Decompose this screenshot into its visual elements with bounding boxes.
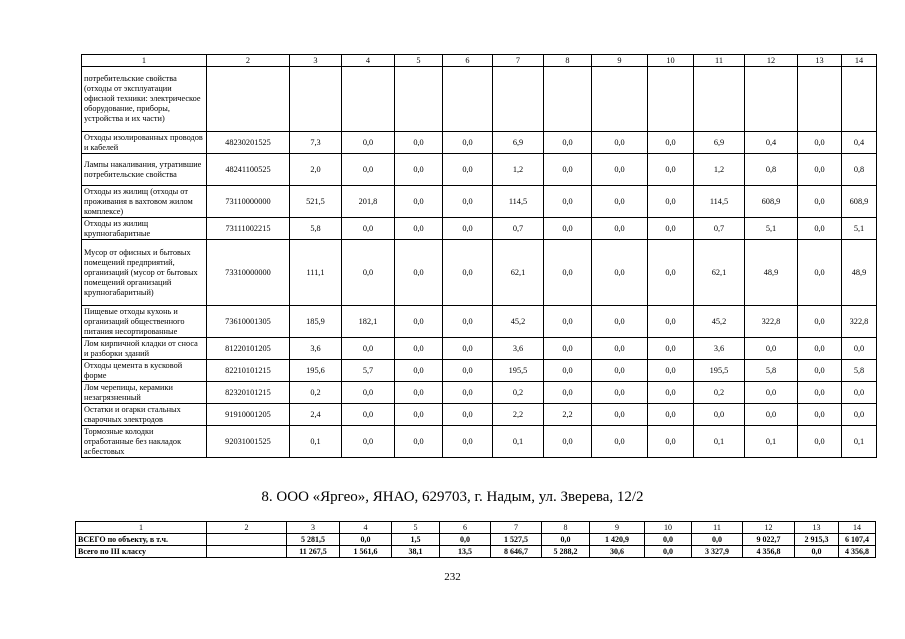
value-cell: 0,0	[544, 382, 592, 404]
value-cell: 0,0	[648, 186, 694, 218]
value-cell: 62,1	[694, 240, 745, 306]
table-row	[82, 218, 877, 240]
value-cell: 62,1	[493, 240, 544, 306]
waste-code-cell: 73110000000	[207, 186, 290, 218]
column-header: 12	[743, 522, 795, 534]
column-header: 13	[798, 55, 842, 67]
value-cell: 5 281,5	[287, 534, 340, 546]
value-cell: 0,0	[342, 404, 395, 426]
column-header: 4	[340, 522, 392, 534]
value-cell: 0,1	[493, 426, 544, 458]
column-header: 10	[648, 55, 694, 67]
waste-code-cell: 73310000000	[207, 240, 290, 306]
value-cell: 0,0	[592, 186, 648, 218]
value-cell: 0,0	[798, 132, 842, 154]
value-cell: 45,2	[493, 306, 544, 338]
table-header-row	[82, 55, 877, 67]
value-cell: 0,0	[798, 426, 842, 458]
value-cell: 0,2	[290, 382, 342, 404]
value-cell	[592, 67, 648, 132]
value-cell: 0,0	[592, 306, 648, 338]
value-cell	[290, 67, 342, 132]
value-cell: 0,0	[395, 132, 443, 154]
value-cell: 0,0	[798, 240, 842, 306]
value-cell: 0,0	[395, 404, 443, 426]
value-cell: 0,0	[592, 382, 648, 404]
value-cell: 0,0	[745, 382, 798, 404]
value-cell: 7,3	[290, 132, 342, 154]
value-cell: 45,2	[694, 306, 745, 338]
value-cell: 30,6	[590, 546, 645, 558]
column-header: 2	[207, 55, 290, 67]
table-row	[82, 67, 877, 132]
waste-name-cell: Отходы из жилищ крупногабаритные	[82, 218, 207, 240]
value-cell: 0,0	[592, 360, 648, 382]
column-header: 4	[342, 55, 395, 67]
value-cell: 0,0	[395, 360, 443, 382]
value-cell: 0,0	[544, 360, 592, 382]
waste-name-cell: ВСЕГО по объекту, в т.ч.	[76, 534, 207, 546]
value-cell: 114,5	[694, 186, 745, 218]
value-cell: 0,0	[798, 360, 842, 382]
value-cell: 2,2	[493, 404, 544, 426]
section-title: 8. ООО «Яргео», ЯНАО, 629703, г. Надым, ул. Зверева, 12/2	[261, 489, 644, 505]
value-cell: 521,5	[290, 186, 342, 218]
value-cell: 0,0	[798, 338, 842, 360]
table-row	[82, 132, 877, 154]
value-cell: 0,0	[443, 360, 493, 382]
value-cell: 2,0	[290, 154, 342, 186]
value-cell	[648, 67, 694, 132]
value-cell: 6,9	[493, 132, 544, 154]
column-header: 6	[443, 55, 493, 67]
value-cell: 0,0	[395, 154, 443, 186]
value-cell	[395, 67, 443, 132]
table-row	[82, 306, 877, 338]
value-cell: 6,9	[694, 132, 745, 154]
waste-code-cell	[207, 67, 290, 132]
value-cell: 0,0	[342, 132, 395, 154]
value-cell: 0,0	[544, 240, 592, 306]
value-cell: 0,0	[395, 426, 443, 458]
waste-name-cell: Всего по III классу	[76, 546, 207, 558]
value-cell: 0,0	[798, 186, 842, 218]
value-cell: 608,9	[842, 186, 877, 218]
value-cell: 1 527,5	[491, 534, 542, 546]
value-cell: 38,1	[392, 546, 440, 558]
waste-name-cell: Отходы из жилищ (отходы от проживания в вахтовом жилом комплексе)	[82, 186, 207, 218]
value-cell: 0,0	[544, 154, 592, 186]
value-cell: 0,0	[648, 154, 694, 186]
value-cell: 0,0	[544, 306, 592, 338]
value-cell: 0,4	[745, 132, 798, 154]
summary-table	[75, 521, 876, 558]
value-cell: 0,0	[544, 218, 592, 240]
value-cell: 0,0	[443, 186, 493, 218]
value-cell: 0,0	[648, 382, 694, 404]
column-header: 1	[82, 55, 207, 67]
value-cell: 6 107,4	[839, 534, 876, 546]
column-header: 5	[395, 55, 443, 67]
value-cell: 0,0	[544, 426, 592, 458]
value-cell: 0,0	[798, 382, 842, 404]
value-cell: 0,0	[342, 382, 395, 404]
value-cell: 0,0	[648, 306, 694, 338]
table-row	[82, 186, 877, 218]
value-cell: 0,0	[648, 360, 694, 382]
value-cell: 0,0	[592, 154, 648, 186]
column-header: 11	[692, 522, 743, 534]
value-cell: 13,5	[440, 546, 491, 558]
value-cell: 195,5	[493, 360, 544, 382]
column-header: 14	[839, 522, 876, 534]
value-cell: 5,7	[342, 360, 395, 382]
waste-code-cell: 48230201525	[207, 132, 290, 154]
waste-code-cell: 82320101215	[207, 382, 290, 404]
table-row	[82, 404, 877, 426]
value-cell: 0,0	[440, 534, 491, 546]
value-cell: 0,0	[648, 240, 694, 306]
table-header-row	[76, 522, 876, 534]
column-header: 11	[694, 55, 745, 67]
value-cell	[745, 67, 798, 132]
value-cell: 0,0	[342, 338, 395, 360]
value-cell: 0,0	[342, 154, 395, 186]
table-row	[76, 534, 876, 546]
value-cell: 0,0	[544, 338, 592, 360]
value-cell: 0,0	[795, 546, 839, 558]
waste-name-cell: Отходы цемента в кусковой форме	[82, 360, 207, 382]
waste-code-cell: 73111002215	[207, 218, 290, 240]
value-cell: 0,0	[692, 534, 743, 546]
column-header: 13	[795, 522, 839, 534]
value-cell: 0,0	[342, 218, 395, 240]
table-row	[82, 240, 877, 306]
value-cell	[842, 67, 877, 132]
value-cell: 9 022,7	[743, 534, 795, 546]
value-cell: 0,0	[592, 426, 648, 458]
column-header: 12	[745, 55, 798, 67]
value-cell: 3,6	[493, 338, 544, 360]
column-header: 2	[207, 522, 287, 534]
value-cell: 11 267,5	[287, 546, 340, 558]
column-header: 7	[493, 55, 544, 67]
column-header: 5	[392, 522, 440, 534]
value-cell: 0,2	[694, 382, 745, 404]
value-cell: 0,8	[842, 154, 877, 186]
value-cell: 5 288,2	[542, 546, 590, 558]
table-row	[82, 338, 877, 360]
value-cell: 322,8	[745, 306, 798, 338]
value-cell: 0,0	[592, 132, 648, 154]
value-cell: 0,1	[842, 426, 877, 458]
value-cell: 0,0	[395, 240, 443, 306]
value-cell: 1 561,6	[340, 546, 392, 558]
column-header: 3	[290, 55, 342, 67]
value-cell: 48,9	[745, 240, 798, 306]
waste-name-cell: потребительские свойства (отходы от эксплуатации офисной техники: электрическое оборудование, приборы, устройства и их части)	[82, 67, 207, 132]
value-cell: 0,0	[443, 132, 493, 154]
column-header: 8	[544, 55, 592, 67]
waste-name-cell: Лампы накаливания, утратившие потребительские свойства	[82, 154, 207, 186]
value-cell: 608,9	[745, 186, 798, 218]
waste-code-cell: 91910001205	[207, 404, 290, 426]
value-cell: 0,0	[443, 218, 493, 240]
value-cell	[342, 67, 395, 132]
value-cell: 5,1	[745, 218, 798, 240]
value-cell: 5,8	[842, 360, 877, 382]
page-number: 232	[444, 571, 461, 583]
value-cell: 0,4	[842, 132, 877, 154]
value-cell: 4 356,8	[839, 546, 876, 558]
waste-name-cell: Отходы изолированных проводов и кабелей	[82, 132, 207, 154]
value-cell: 0,0	[395, 186, 443, 218]
value-cell: 0,0	[592, 338, 648, 360]
column-header: 6	[440, 522, 491, 534]
value-cell: 1,5	[392, 534, 440, 546]
value-cell: 0,1	[745, 426, 798, 458]
value-cell: 0,0	[648, 218, 694, 240]
value-cell: 3,6	[694, 338, 745, 360]
value-cell	[544, 67, 592, 132]
waste-code-cell: 73610001305	[207, 306, 290, 338]
column-header: 7	[491, 522, 542, 534]
value-cell: 322,8	[842, 306, 877, 338]
value-cell: 0,2	[493, 382, 544, 404]
value-cell: 2,2	[544, 404, 592, 426]
value-cell: 0,0	[395, 338, 443, 360]
value-cell: 0,0	[745, 338, 798, 360]
value-cell: 0,0	[443, 338, 493, 360]
column-header: 9	[590, 522, 645, 534]
waste-name-cell: Пищевые отходы кухонь и организаций общественного питания несортированные	[82, 306, 207, 338]
value-cell: 4 356,8	[743, 546, 795, 558]
value-cell: 195,5	[694, 360, 745, 382]
value-cell: 0,0	[798, 218, 842, 240]
value-cell: 0,0	[798, 306, 842, 338]
value-cell: 48,9	[842, 240, 877, 306]
column-header: 3	[287, 522, 340, 534]
value-cell: 0,0	[645, 534, 692, 546]
value-cell: 0,0	[342, 240, 395, 306]
value-cell: 1 420,9	[590, 534, 645, 546]
value-cell: 0,0	[544, 186, 592, 218]
value-cell: 0,7	[694, 218, 745, 240]
value-cell: 0,0	[443, 154, 493, 186]
value-cell: 5,8	[290, 218, 342, 240]
value-cell: 114,5	[493, 186, 544, 218]
waste-name-cell: Мусор от офисных и бытовых помещений предприятий, организаций (мусор от бытовых помещений организаций крупногабаритный)	[82, 240, 207, 306]
value-cell: 0,0	[798, 154, 842, 186]
column-header: 14	[842, 55, 877, 67]
value-cell: 0,0	[592, 404, 648, 426]
value-cell: 0,0	[645, 546, 692, 558]
value-cell: 0,8	[745, 154, 798, 186]
value-cell: 8 646,7	[491, 546, 542, 558]
value-cell: 0,0	[648, 338, 694, 360]
waste-code-cell: 81220101205	[207, 338, 290, 360]
value-cell: 0,0	[542, 534, 590, 546]
value-cell: 185,9	[290, 306, 342, 338]
value-cell: 0,0	[443, 382, 493, 404]
value-cell: 0,1	[290, 426, 342, 458]
waste-name-cell: Остатки и огарки стальных сварочных электродов	[82, 404, 207, 426]
value-cell: 0,0	[443, 240, 493, 306]
value-cell: 0,1	[694, 426, 745, 458]
waste-code-cell	[207, 534, 287, 546]
value-cell: 0,0	[342, 426, 395, 458]
value-cell: 1,2	[493, 154, 544, 186]
waste-code-cell: 92031001525	[207, 426, 290, 458]
value-cell: 0,0	[842, 404, 877, 426]
value-cell: 1,2	[694, 154, 745, 186]
value-cell: 0,0	[443, 404, 493, 426]
value-cell: 0,0	[395, 218, 443, 240]
waste-name-cell: Лом кирпичной кладки от сноса и разборки зданий	[82, 338, 207, 360]
value-cell	[493, 67, 544, 132]
value-cell: 3 327,9	[692, 546, 743, 558]
column-header: 10	[645, 522, 692, 534]
value-cell: 0,0	[842, 338, 877, 360]
value-cell: 0,0	[340, 534, 392, 546]
column-header: 1	[76, 522, 207, 534]
value-cell: 0,0	[592, 218, 648, 240]
value-cell: 0,0	[544, 132, 592, 154]
table-row	[82, 426, 877, 458]
column-header: 9	[592, 55, 648, 67]
column-header: 8	[542, 522, 590, 534]
table-row	[76, 546, 876, 558]
waste-code-cell: 82210101215	[207, 360, 290, 382]
value-cell: 0,0	[842, 382, 877, 404]
value-cell: 0,0	[648, 132, 694, 154]
waste-code-cell: 48241100525	[207, 154, 290, 186]
value-cell: 182,1	[342, 306, 395, 338]
value-cell: 0,0	[648, 426, 694, 458]
value-cell	[798, 67, 842, 132]
table-row	[82, 154, 877, 186]
value-cell: 5,8	[745, 360, 798, 382]
value-cell	[694, 67, 745, 132]
value-cell: 2 915,3	[795, 534, 839, 546]
waste-table	[81, 54, 877, 458]
value-cell: 195,6	[290, 360, 342, 382]
value-cell: 111,1	[290, 240, 342, 306]
value-cell	[443, 67, 493, 132]
value-cell: 5,1	[842, 218, 877, 240]
value-cell: 0,0	[798, 404, 842, 426]
table-row	[82, 360, 877, 382]
value-cell: 2,4	[290, 404, 342, 426]
value-cell: 0,0	[694, 404, 745, 426]
value-cell: 0,0	[592, 240, 648, 306]
value-cell: 0,0	[395, 382, 443, 404]
waste-name-cell: Тормозные колодки отработанные без накладок асбестовых	[82, 426, 207, 458]
waste-name-cell: Лом черепицы, керамики незагрязненный	[82, 382, 207, 404]
value-cell: 0,0	[648, 404, 694, 426]
value-cell: 0,7	[493, 218, 544, 240]
value-cell: 0,0	[745, 404, 798, 426]
value-cell: 201,8	[342, 186, 395, 218]
value-cell: 3,6	[290, 338, 342, 360]
value-cell: 0,0	[443, 426, 493, 458]
value-cell: 0,0	[443, 306, 493, 338]
value-cell: 0,0	[395, 306, 443, 338]
table-row	[82, 382, 877, 404]
waste-code-cell	[207, 546, 287, 558]
